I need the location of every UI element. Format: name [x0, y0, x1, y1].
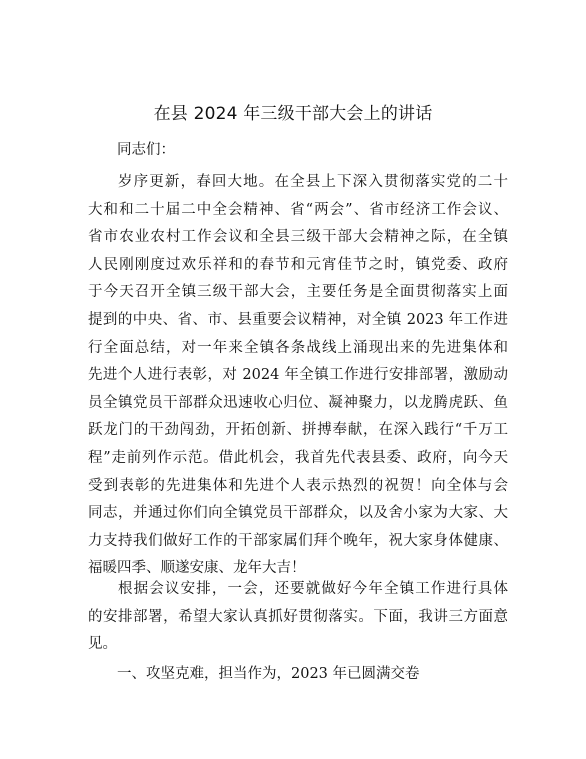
paragraph-2-line: 见。	[88, 636, 117, 653]
paragraph-1-line: 岁序更新，春回大地。在全县上下深入贯彻落实党的二十	[118, 174, 508, 190]
paragraph-1-line: 力支持我们做好工作的干部家属们拜个晚年，祝大家身体健康、	[88, 532, 508, 549]
document-title: 在县 2024 年三级干部大会上的讲话	[153, 104, 433, 124]
paragraph-1-line: 先进个人进行表彰，对 2024 年全镇工作进行安排部署，激励动	[88, 367, 508, 384]
paragraph-1-line: 提到的中央、省、市、县重要会议精神，对全镇 2023 年工作进	[88, 311, 508, 328]
paragraph-2-line: 根据会议安排，一会，还要就做好今年全镇工作进行具体	[118, 581, 508, 597]
greeting: 同志们：	[117, 142, 175, 158]
paragraph-1-line: 福暖四季、顺遂安康、龙年大吉！	[88, 560, 306, 577]
paragraph-1-line: 程”走前列作示范。借此机会，我首先代表县委、政府，向今天	[88, 449, 508, 466]
paragraph-1-line: 跃龙门的干劲闯劲，开拓创新、拼搏奉献，在深入践行“千万工	[88, 422, 508, 439]
paragraph-1-line: 省市农业农村工作会议和全县三级干部大会精神之际，在全镇	[88, 229, 508, 246]
paragraph-1-line: 于今天召开全镇三级干部大会，主要任务是全面贯彻落实上面	[88, 284, 508, 301]
paragraph-1-line: 大和和二十届二中全会精神、省“两会”、省市经济工作会议、	[88, 201, 508, 218]
paragraph-2	[88, 576, 508, 659]
paragraph-2-line: 的安排部署，希望大家认真抓好贯彻落实。下面，我讲三方面意	[88, 608, 508, 625]
paragraph-1-line: 员全镇党员干部群众迅速收心归位、凝神聚力，以龙腾虎跃、鱼	[88, 394, 508, 411]
section-heading-1: 一、攻坚克难，担当作为，2023 年已圆满交卷	[117, 666, 420, 682]
paragraph-1-line: 人民刚刚度过欢乐祥和的春节和元宵佳节之时，镇党委、政府	[88, 256, 508, 273]
paragraph-1	[88, 169, 508, 583]
paragraph-1-line: 行全面总结，对一年来全镇各条战线上涌现出来的先进集体和	[88, 339, 508, 356]
paragraph-1-line: 受到表彰的先进集体和先进个人表示热烈的祝贺！向全体与会	[88, 477, 508, 494]
paragraph-1-line: 同志，并通过你们向全镇党员干部群众，以及舍小家为大家、大	[88, 505, 508, 522]
